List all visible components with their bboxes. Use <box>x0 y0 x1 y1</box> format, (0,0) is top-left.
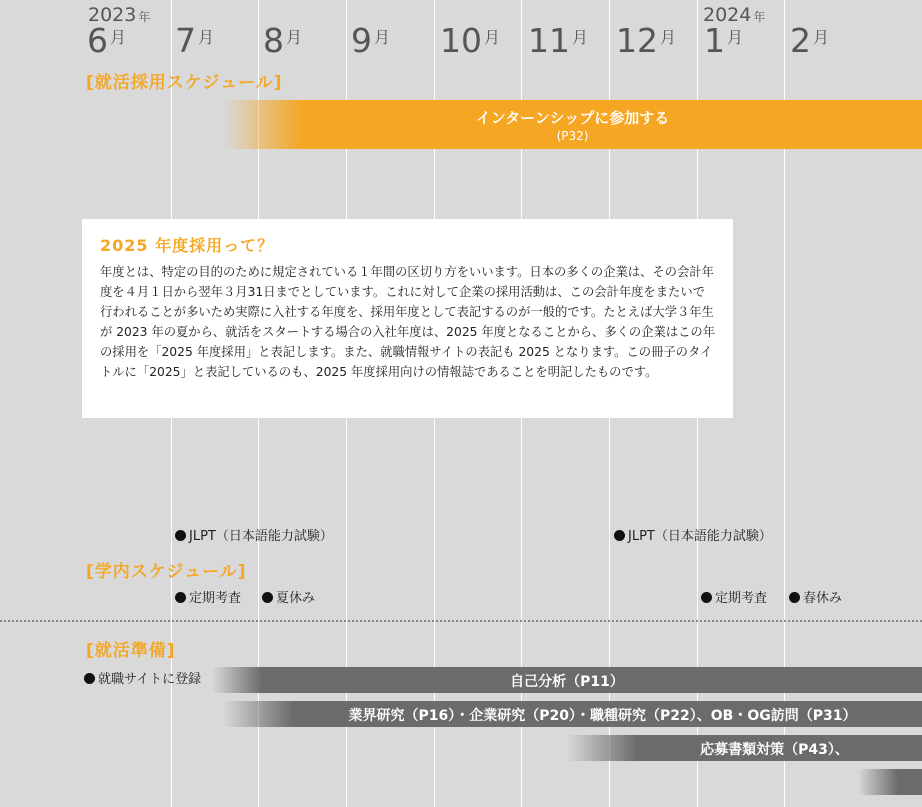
self-analysis-label: 自己分析（P11） <box>510 674 624 690</box>
info-title: 2025 年度採用って？ <box>100 236 275 255</box>
application-docs-label: 応募書類対策（P43）、 <box>700 742 849 758</box>
event-register-job-site: 就職サイトに登録 <box>84 668 201 687</box>
bullet-icon <box>262 592 273 603</box>
bullet-icon <box>84 673 95 684</box>
event-exam-january: 定期考査 <box>701 587 767 606</box>
self-analysis-bar <box>212 667 922 693</box>
month-label: 11 $^月$ <box>528 21 589 60</box>
month-label: 12 $^月$ <box>616 21 677 60</box>
bullet-icon <box>701 592 712 603</box>
internship-bar <box>223 100 922 149</box>
month-label: 10 $^月$ <box>440 21 501 60</box>
section-title-recruit-schedule: [就活採用スケジュール] <box>86 73 283 93</box>
event-jlpt-december: JLPT（日本語能力試験） <box>614 525 772 544</box>
info-box <box>82 219 733 418</box>
application-docs-bar <box>567 735 922 761</box>
month-label: 2 $^月$ <box>790 21 830 60</box>
next-stage-bar <box>858 769 922 795</box>
year-label-2024: 2024 年 <box>703 4 766 26</box>
month-label: 8 $^月$ <box>263 21 303 60</box>
event-summer-vacation: 夏休み <box>262 587 315 606</box>
event-spring-vacation: 春休み <box>789 587 842 606</box>
bullet-icon <box>789 592 800 603</box>
event-jlpt-july: JLPT（日本語能力試験） <box>175 525 333 544</box>
research-label: 業界研究（P16）・企業研究（P20）・職種研究（P22）、OB・OG訪問（P31） <box>348 708 857 724</box>
bullet-icon <box>614 530 625 541</box>
bullet-icon <box>175 530 186 541</box>
bullet-icon <box>175 592 186 603</box>
internship-title: インターンシップに参加する <box>475 109 670 127</box>
year-label-2023: 2023 年 <box>88 4 151 26</box>
research-bar <box>223 701 922 727</box>
month-label: 6 $^月$ <box>87 21 127 60</box>
month-label: 1 $^月$ <box>704 21 744 60</box>
internship-page: (P32) <box>556 129 589 143</box>
event-exam-july: 定期考査 <box>175 587 241 606</box>
section-title-school-schedule: [学内スケジュール] <box>86 562 247 582</box>
month-label: 7 $^月$ <box>175 21 215 60</box>
month-label: 9 $^月$ <box>351 21 391 60</box>
info-body: 年度とは、特定の目的のために規定されている１年間の区切り方をいいます。日本の多くの企業は、その会計年度を４月１日から翌年３月31日までとしています。これに対して企業の採用活動は、この会計年度をまたいで行われることが多いため実際に入社する年度を、採用年度として表記するのが一般的です。たとえば大学３年生が 2023 年の夏から、就活をスタートする場合の入社年度は、2025 年度となることから、多くの企業はこの年の採用を「2025 年度採用」と表記します。また、就職情報サイトの表記も 2025 となります。この冊子のタイトルに「2025」と表記しているのも、2025 年度採用向けの情報誌であることを明記したものです。 <box>100 265 716 379</box>
section-title-prep: [就活準備] <box>86 641 176 661</box>
section-divider <box>0 620 922 622</box>
